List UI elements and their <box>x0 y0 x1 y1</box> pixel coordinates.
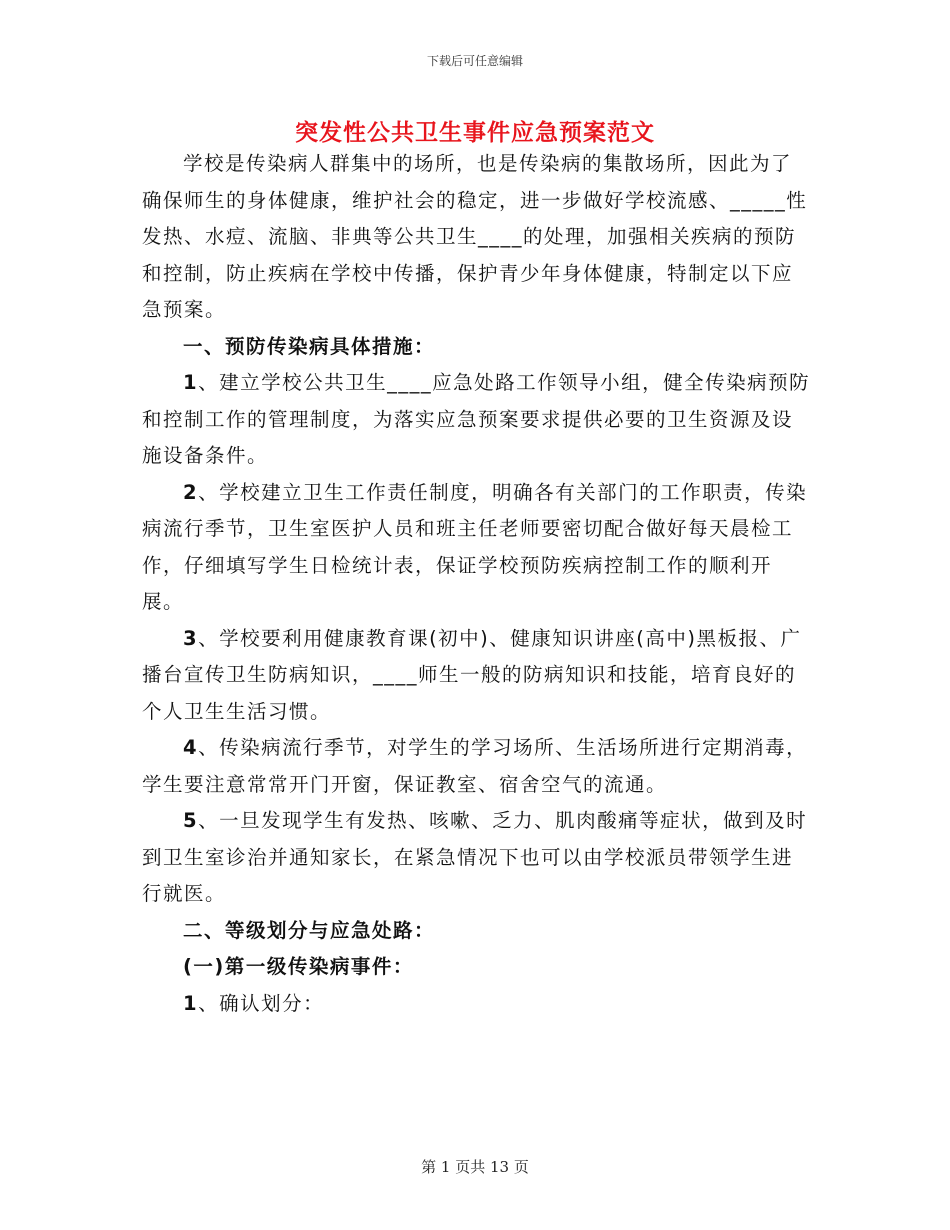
list-item <box>142 986 812 1023</box>
item-number: 4 <box>183 736 199 759</box>
item-text: 、确认划分： <box>198 991 325 1015</box>
list-item <box>142 621 812 731</box>
list-item <box>142 730 812 803</box>
item-text: 、学校要利用健康教育课(初中)、健康知识讲座(高中)黑板报、广播台宣传卫生防病知识，____师生一般的防病知识和技能，培育良好的个人卫生生活习惯。 <box>142 626 802 723</box>
subsection-heading-level-one: (一)第一级传染病事件： <box>183 955 414 978</box>
list-item <box>142 475 812 621</box>
item-text: 、一旦发现学生有发热、咳嗽、乏力、肌肉酸痛等症状，做到及时到卫生室诊治并通知家长，在紧急情况下也可以由学校派员带领学生进行就医。 <box>142 809 808 905</box>
item-text: 、传染病流行季节，对学生的学习场所、生活场所进行定期消毒，学生要注意常常开门开窗，保证教室、宿舍空气的流通。 <box>142 736 808 796</box>
page-number: 第 1 页共 13 页 <box>421 1158 529 1176</box>
header-note: 下载后可任意编辑 <box>426 54 523 68</box>
item-text: 、学校建立卫生工作责任制度，明确各有关部门的工作职责，传染病流行季节，卫生室医护人员和班主任老师要密切配合做好每天晨检工作，仔细填写学生日检统计表，保证学校预防疾病控制工作的顺利开展。 <box>142 480 808 613</box>
list-item <box>142 365 812 475</box>
item-number: 1 <box>183 991 199 1015</box>
document-title: 突发性公共卫生事件应急预案范文 <box>295 120 655 146</box>
section-heading-grading: 二、等级划分与应急处路： <box>183 918 436 942</box>
item-number: 1 <box>183 371 199 394</box>
document-body <box>142 146 812 1022</box>
section-heading-prevention: 一、预防传染病具体措施： <box>183 334 436 358</box>
item-number: 3 <box>183 626 199 650</box>
item-text: 、建立学校公共卫生____应急处路工作领导小组，健全传染病预防和控制工作的管理制度，为落实应急预案要求提供必要的卫生资源及设施设备条件。 <box>142 371 811 467</box>
item-number: 5 <box>183 809 199 832</box>
item-number: 2 <box>183 480 199 504</box>
intro-paragraph: 学校是传染病人群集中的场所，也是传染病的集散场所，因此为了确保师生的身体健康，维护社会的稳定，进一步做好学校流感、_____性发热、水痘、流脑、非典等公共卫生____的处理，加强相关疾病的预防和控制，防止疾病在学校中传播，保护青少年身体健康，特制定以下应急预案。 <box>142 152 808 321</box>
list-item <box>142 803 812 913</box>
